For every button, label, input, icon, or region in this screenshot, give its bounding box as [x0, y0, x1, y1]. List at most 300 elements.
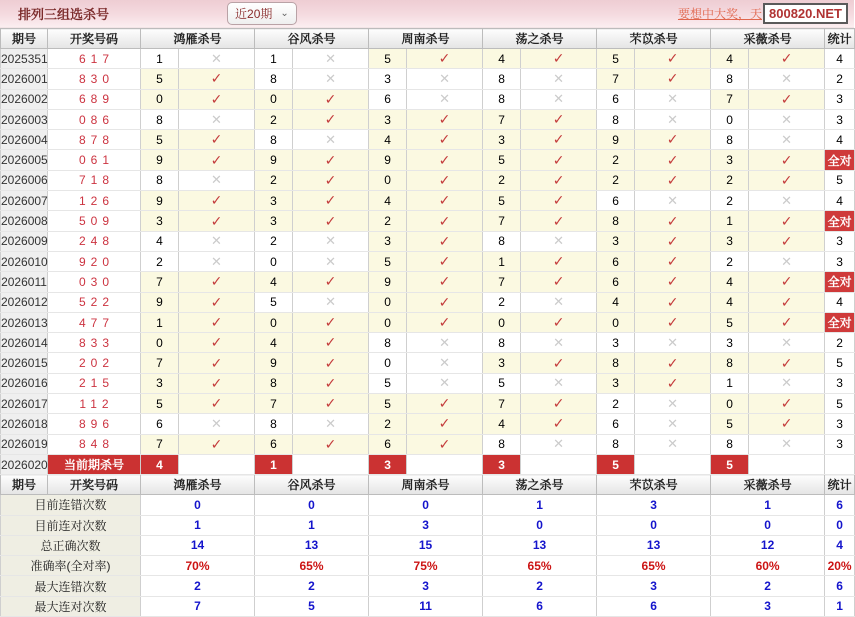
- cross-icon: ✕: [179, 414, 255, 434]
- table-row: [1, 231, 855, 251]
- winning-numbers-cell: 848: [48, 434, 141, 454]
- check-icon: ✓: [179, 333, 255, 353]
- check-icon: ✓: [521, 49, 597, 69]
- empty-mark-cell: [407, 454, 483, 474]
- cross-icon: ✕: [635, 333, 711, 353]
- kill-number-cell: 4: [255, 272, 293, 292]
- period-cell: 2025351: [1, 49, 48, 69]
- stat-cell: 3: [825, 373, 855, 393]
- summary-value-cell: 3: [711, 596, 825, 616]
- kill-number-cell: 5: [369, 49, 407, 69]
- summary-row: [1, 495, 855, 515]
- stat-column-header: 统计: [825, 29, 855, 49]
- period-cell: 2026016: [1, 373, 48, 393]
- check-icon: ✓: [407, 211, 483, 231]
- kill-number-cell: 6: [255, 434, 293, 454]
- summary-value-cell: 13: [255, 535, 369, 555]
- kill-number-cell: 0: [711, 109, 749, 129]
- page-title: 排列三组选杀号: [18, 7, 110, 22]
- check-icon: ✓: [521, 211, 597, 231]
- check-icon: ✓: [179, 373, 255, 393]
- kill-number-cell: 2: [711, 191, 749, 211]
- kill-column-header: 谷风杀号: [255, 475, 369, 495]
- kill-number-cell: 3: [141, 211, 179, 231]
- kill-number-cell: 9: [369, 150, 407, 170]
- summary-value-cell: 7: [141, 596, 255, 616]
- check-icon: ✓: [179, 292, 255, 312]
- kill-number-cell: 8: [369, 333, 407, 353]
- winning-numbers-cell: 477: [48, 312, 141, 332]
- summary-value-cell: 3: [369, 576, 483, 596]
- kill-number-cell: 5: [369, 373, 407, 393]
- summary-value-cell: 13: [597, 535, 711, 555]
- kill-number-cell: 7: [141, 272, 179, 292]
- kill-number-cell: 3: [597, 231, 635, 251]
- summary-value-cell: 2: [255, 576, 369, 596]
- check-icon: ✓: [179, 69, 255, 89]
- cross-icon: ✕: [749, 373, 825, 393]
- kill-number-cell: 8: [597, 434, 635, 454]
- check-icon: ✓: [635, 272, 711, 292]
- kill-number-cell: 1: [711, 211, 749, 231]
- kill-number-cell: 1: [255, 49, 293, 69]
- kill-number-cell: 4: [483, 414, 521, 434]
- check-icon: ✓: [293, 170, 369, 190]
- kill-number-cell: 3: [255, 211, 293, 231]
- check-icon: ✓: [407, 49, 483, 69]
- stat-cell: 4: [825, 292, 855, 312]
- kill-number-cell: 8: [141, 109, 179, 129]
- kill-number-cell: 2: [255, 170, 293, 190]
- kill-number-cell: 8: [483, 69, 521, 89]
- period-cell: 2026002: [1, 89, 48, 109]
- table-row: [1, 109, 855, 129]
- period-cell: 2026015: [1, 353, 48, 373]
- kill-number-cell: 0: [141, 89, 179, 109]
- check-icon: ✓: [635, 251, 711, 271]
- summary-value-cell: 60%: [711, 556, 825, 576]
- check-icon: ✓: [407, 292, 483, 312]
- summary-value-cell: 14: [141, 535, 255, 555]
- cross-icon: ✕: [749, 130, 825, 150]
- check-icon: ✓: [407, 191, 483, 211]
- summary-value-cell: 1: [711, 495, 825, 515]
- summary-value-cell: 11: [369, 596, 483, 616]
- cross-icon: ✕: [293, 49, 369, 69]
- summary-value-cell: 3: [597, 495, 711, 515]
- summary-value-cell: 0: [825, 515, 855, 535]
- kill-number-cell: 2: [141, 251, 179, 271]
- cross-icon: ✕: [749, 69, 825, 89]
- empty-mark-cell: [749, 454, 825, 474]
- summary-row: [1, 535, 855, 555]
- check-icon: ✓: [521, 414, 597, 434]
- kill-number-cell: 7: [483, 272, 521, 292]
- kill-number-cell: 5: [597, 49, 635, 69]
- current-kill-number-cell: 5: [597, 454, 635, 474]
- winning-numbers-cell: 689: [48, 89, 141, 109]
- period-cell: 2026010: [1, 251, 48, 271]
- cross-icon: ✕: [521, 89, 597, 109]
- summary-value-cell: 0: [255, 495, 369, 515]
- check-icon: ✓: [407, 109, 483, 129]
- kill-number-cell: 8: [483, 89, 521, 109]
- kill-number-cell: 3: [483, 353, 521, 373]
- period-cell: 2026003: [1, 109, 48, 129]
- check-icon: ✓: [749, 49, 825, 69]
- chevron-down-icon: ⌄: [280, 7, 289, 19]
- period-cell: 2026005: [1, 150, 48, 170]
- kill-number-cell: 7: [141, 353, 179, 373]
- kill-number-cell: 6: [141, 414, 179, 434]
- summary-value-cell: 0: [483, 515, 597, 535]
- kill-number-cell: 4: [483, 49, 521, 69]
- kill-number-cell: 3: [597, 333, 635, 353]
- period-cell: 2026018: [1, 414, 48, 434]
- summary-value-cell: 0: [711, 515, 825, 535]
- kill-number-cell: 1: [711, 373, 749, 393]
- summary-value-cell: 1: [825, 596, 855, 616]
- table-row: [1, 292, 855, 312]
- stat-cell: 3: [825, 434, 855, 454]
- cross-icon: ✕: [179, 231, 255, 251]
- check-icon: ✓: [407, 272, 483, 292]
- check-icon: ✓: [179, 312, 255, 332]
- kill-number-cell: 8: [255, 414, 293, 434]
- header-row: [1, 475, 855, 495]
- check-icon: ✓: [749, 272, 825, 292]
- kill-number-cell: 3: [597, 373, 635, 393]
- kill-number-cell: 9: [141, 191, 179, 211]
- kill-number-cell: 4: [255, 333, 293, 353]
- summary-value-cell: 6: [825, 495, 855, 515]
- period-cell: 2026006: [1, 170, 48, 190]
- check-icon: ✓: [749, 394, 825, 414]
- summary-row-label: 准确率(全对率): [1, 556, 141, 576]
- kill-number-cell: 3: [369, 231, 407, 251]
- kill-number-cell: 2: [483, 170, 521, 190]
- check-icon: ✓: [407, 130, 483, 150]
- kill-number-cell: 0: [369, 353, 407, 373]
- table-row: [1, 69, 855, 89]
- kill-number-cell: 0: [141, 333, 179, 353]
- check-icon: ✓: [293, 211, 369, 231]
- check-icon: ✓: [521, 394, 597, 414]
- kill-number-cell: 8: [255, 69, 293, 89]
- kill-column-header: 鸿雁杀号: [141, 475, 255, 495]
- kill-number-cell: 6: [369, 434, 407, 454]
- check-icon: ✓: [635, 312, 711, 332]
- kill-column-header: 芣苡杀号: [597, 29, 711, 49]
- summary-value-cell: 0: [369, 495, 483, 515]
- kill-number-cell: 0: [255, 251, 293, 271]
- empty-mark-cell: [635, 454, 711, 474]
- check-icon: ✓: [635, 292, 711, 312]
- table-row: [1, 251, 855, 271]
- winning-numbers-column-header: 开奖号码: [48, 475, 141, 495]
- kill-number-cell: 3: [141, 373, 179, 393]
- winning-numbers-cell: 061: [48, 150, 141, 170]
- kill-number-cell: 2: [483, 292, 521, 312]
- summary-row: [1, 556, 855, 576]
- kill-number-cell: 6: [369, 89, 407, 109]
- stat-cell: 5: [825, 394, 855, 414]
- summary-value-cell: 1: [483, 495, 597, 515]
- kill-number-cell: 1: [483, 251, 521, 271]
- cross-icon: ✕: [407, 69, 483, 89]
- cross-icon: ✕: [407, 353, 483, 373]
- cross-icon: ✕: [521, 69, 597, 89]
- check-icon: ✓: [179, 272, 255, 292]
- kill-number-cell: 4: [711, 272, 749, 292]
- winning-numbers-column-header: 开奖号码: [48, 29, 141, 49]
- kill-number-cell: 2: [597, 170, 635, 190]
- kill-number-cell: 9: [369, 272, 407, 292]
- summary-row-label: 最大连错次数: [1, 576, 141, 596]
- site-badge: 800820.NET: [763, 3, 848, 24]
- table-row: [1, 353, 855, 373]
- kill-number-cell: 5: [711, 312, 749, 332]
- table-row: [1, 333, 855, 353]
- kill-number-cell: 9: [597, 130, 635, 150]
- check-icon: ✓: [635, 353, 711, 373]
- kill-number-cell: 2: [255, 109, 293, 129]
- cross-icon: ✕: [293, 231, 369, 251]
- cross-icon: ✕: [749, 251, 825, 271]
- check-icon: ✓: [293, 434, 369, 454]
- kill-number-cell: 6: [597, 89, 635, 109]
- check-icon: ✓: [293, 353, 369, 373]
- winning-numbers-cell: 718: [48, 170, 141, 190]
- stat-cell: 5: [825, 353, 855, 373]
- table-row: [1, 414, 855, 434]
- check-icon: ✓: [635, 211, 711, 231]
- kill-number-cell: 8: [255, 373, 293, 393]
- summary-row-label: 总正确次数: [1, 535, 141, 555]
- kill-number-cell: 5: [369, 394, 407, 414]
- kill-number-cell: 7: [711, 89, 749, 109]
- summary-row: [1, 596, 855, 616]
- kill-number-cell: 0: [255, 89, 293, 109]
- check-icon: ✓: [293, 373, 369, 393]
- summary-value-cell: 20%: [825, 556, 855, 576]
- period-cell: 2026012: [1, 292, 48, 312]
- current-kill-number-cell: 1: [255, 454, 293, 474]
- kill-column-header: 荡之杀号: [483, 475, 597, 495]
- stat-cell: 4: [825, 49, 855, 69]
- summary-value-cell: 1: [141, 515, 255, 535]
- kill-number-cell: 3: [369, 109, 407, 129]
- cross-icon: ✕: [635, 434, 711, 454]
- kill-number-cell: 7: [141, 434, 179, 454]
- promo-link[interactable]: 要想中大奖，天: [677, 7, 762, 21]
- period-cell: 2026011: [1, 272, 48, 292]
- summary-value-cell: 65%: [255, 556, 369, 576]
- cross-icon: ✕: [293, 292, 369, 312]
- current-kill-number-cell: 4: [141, 454, 179, 474]
- cross-icon: ✕: [749, 109, 825, 129]
- stat-cell: 3: [825, 251, 855, 271]
- check-icon: ✓: [293, 150, 369, 170]
- kill-number-cell: 0: [255, 312, 293, 332]
- check-icon: ✓: [179, 89, 255, 109]
- summary-row-label: 目前连对次数: [1, 515, 141, 535]
- check-icon: ✓: [407, 434, 483, 454]
- winning-numbers-cell: 248: [48, 231, 141, 251]
- check-icon: ✓: [521, 191, 597, 211]
- kill-number-cell: 9: [255, 150, 293, 170]
- kill-number-cell: 5: [483, 373, 521, 393]
- cross-icon: ✕: [635, 394, 711, 414]
- kill-number-cell: 2: [255, 231, 293, 251]
- table-row: [1, 89, 855, 109]
- kill-number-cell: 8: [483, 434, 521, 454]
- cross-icon: ✕: [521, 292, 597, 312]
- cross-icon: ✕: [635, 109, 711, 129]
- kill-number-cell: 7: [483, 211, 521, 231]
- stat-column-header: 统计: [825, 475, 855, 495]
- kill-number-cell: 5: [369, 251, 407, 271]
- kill-number-cell: 8: [711, 69, 749, 89]
- summary-value-cell: 3: [369, 515, 483, 535]
- check-icon: ✓: [179, 211, 255, 231]
- cross-icon: ✕: [749, 333, 825, 353]
- table-row: [1, 49, 855, 69]
- kill-number-cell: 6: [597, 272, 635, 292]
- current-kill-number-cell: 3: [369, 454, 407, 474]
- summary-value-cell: 6: [483, 596, 597, 616]
- kill-number-cell: 2: [711, 170, 749, 190]
- kill-number-cell: 4: [369, 191, 407, 211]
- winning-numbers-cell: 112: [48, 394, 141, 414]
- kill-number-cell: 5: [483, 150, 521, 170]
- cross-icon: ✕: [749, 191, 825, 211]
- header-row: [1, 29, 855, 49]
- winning-numbers-cell: 896: [48, 414, 141, 434]
- kill-number-table: [0, 28, 855, 617]
- stat-cell: 全对: [825, 211, 855, 231]
- kill-column-header: 周南杀号: [369, 475, 483, 495]
- kill-number-cell: 5: [711, 414, 749, 434]
- check-icon: ✓: [635, 69, 711, 89]
- kill-number-cell: 7: [483, 109, 521, 129]
- check-icon: ✓: [179, 191, 255, 211]
- winning-numbers-cell: 830: [48, 69, 141, 89]
- check-icon: ✓: [635, 49, 711, 69]
- check-icon: ✓: [179, 434, 255, 454]
- check-icon: ✓: [635, 231, 711, 251]
- check-icon: ✓: [521, 251, 597, 271]
- check-icon: ✓: [749, 312, 825, 332]
- winning-numbers-cell: 522: [48, 292, 141, 312]
- kill-number-cell: 3: [711, 150, 749, 170]
- kill-column-header: 芣苡杀号: [597, 475, 711, 495]
- stat-cell: 3: [825, 414, 855, 434]
- stat-cell: 4: [825, 191, 855, 211]
- kill-column-header: 周南杀号: [369, 29, 483, 49]
- range-select-dropdown[interactable]: [227, 2, 297, 25]
- kill-number-cell: 8: [711, 434, 749, 454]
- kill-number-cell: 8: [483, 333, 521, 353]
- check-icon: ✓: [407, 231, 483, 251]
- stat-cell: 3: [825, 89, 855, 109]
- summary-row-label: 目前连错次数: [1, 495, 141, 515]
- kill-number-cell: 9: [255, 353, 293, 373]
- stat-cell: 2: [825, 69, 855, 89]
- check-icon: ✓: [179, 130, 255, 150]
- summary-row-label: 最大连对次数: [1, 596, 141, 616]
- empty-mark-cell: [521, 454, 597, 474]
- kill-number-cell: 8: [141, 170, 179, 190]
- check-icon: ✓: [521, 312, 597, 332]
- kill-number-cell: 2: [369, 211, 407, 231]
- winning-numbers-cell: 202: [48, 353, 141, 373]
- table-row: [1, 394, 855, 414]
- kill-number-cell: 3: [711, 333, 749, 353]
- kill-number-cell: 4: [711, 49, 749, 69]
- check-icon: ✓: [521, 130, 597, 150]
- summary-value-cell: 3: [597, 576, 711, 596]
- summary-value-cell: 6: [825, 576, 855, 596]
- table-row: [1, 211, 855, 231]
- cross-icon: ✕: [635, 191, 711, 211]
- winning-numbers-cell: 086: [48, 109, 141, 129]
- summary-row: [1, 576, 855, 596]
- check-icon: ✓: [293, 89, 369, 109]
- summary-value-cell: 13: [483, 535, 597, 555]
- check-icon: ✓: [293, 312, 369, 332]
- top-toolbar: [0, 0, 854, 28]
- empty-mark-cell: [293, 454, 369, 474]
- period-cell: 2026004: [1, 130, 48, 150]
- kill-number-cell: 8: [711, 353, 749, 373]
- winning-numbers-cell: 878: [48, 130, 141, 150]
- check-icon: ✓: [179, 150, 255, 170]
- winning-numbers-cell: 833: [48, 333, 141, 353]
- kill-number-cell: 4: [597, 292, 635, 312]
- kill-number-cell: 8: [597, 109, 635, 129]
- table-row: [1, 191, 855, 211]
- kill-number-cell: 7: [483, 394, 521, 414]
- check-icon: ✓: [407, 312, 483, 332]
- check-icon: ✓: [521, 150, 597, 170]
- summary-value-cell: 0: [141, 495, 255, 515]
- period-cell: 2026013: [1, 312, 48, 332]
- stat-cell: 2: [825, 333, 855, 353]
- check-icon: ✓: [635, 373, 711, 393]
- summary-value-cell: 65%: [597, 556, 711, 576]
- period-cell: 2026017: [1, 394, 48, 414]
- table-row: [1, 434, 855, 454]
- empty-mark-cell: [179, 454, 255, 474]
- check-icon: ✓: [521, 353, 597, 373]
- kill-column-header: 谷风杀号: [255, 29, 369, 49]
- check-icon: ✓: [749, 353, 825, 373]
- kill-number-cell: 2: [711, 251, 749, 271]
- check-icon: ✓: [293, 333, 369, 353]
- kill-number-cell: 5: [483, 191, 521, 211]
- kill-number-cell: 8: [483, 231, 521, 251]
- cross-icon: ✕: [179, 170, 255, 190]
- summary-value-cell: 2: [141, 576, 255, 596]
- check-icon: ✓: [635, 150, 711, 170]
- summary-row: [1, 515, 855, 535]
- period-cell: 2026007: [1, 191, 48, 211]
- summary-value-cell: 2: [711, 576, 825, 596]
- stat-cell: 全对: [825, 150, 855, 170]
- winning-numbers-cell: 920: [48, 251, 141, 271]
- kill-number-cell: 2: [597, 394, 635, 414]
